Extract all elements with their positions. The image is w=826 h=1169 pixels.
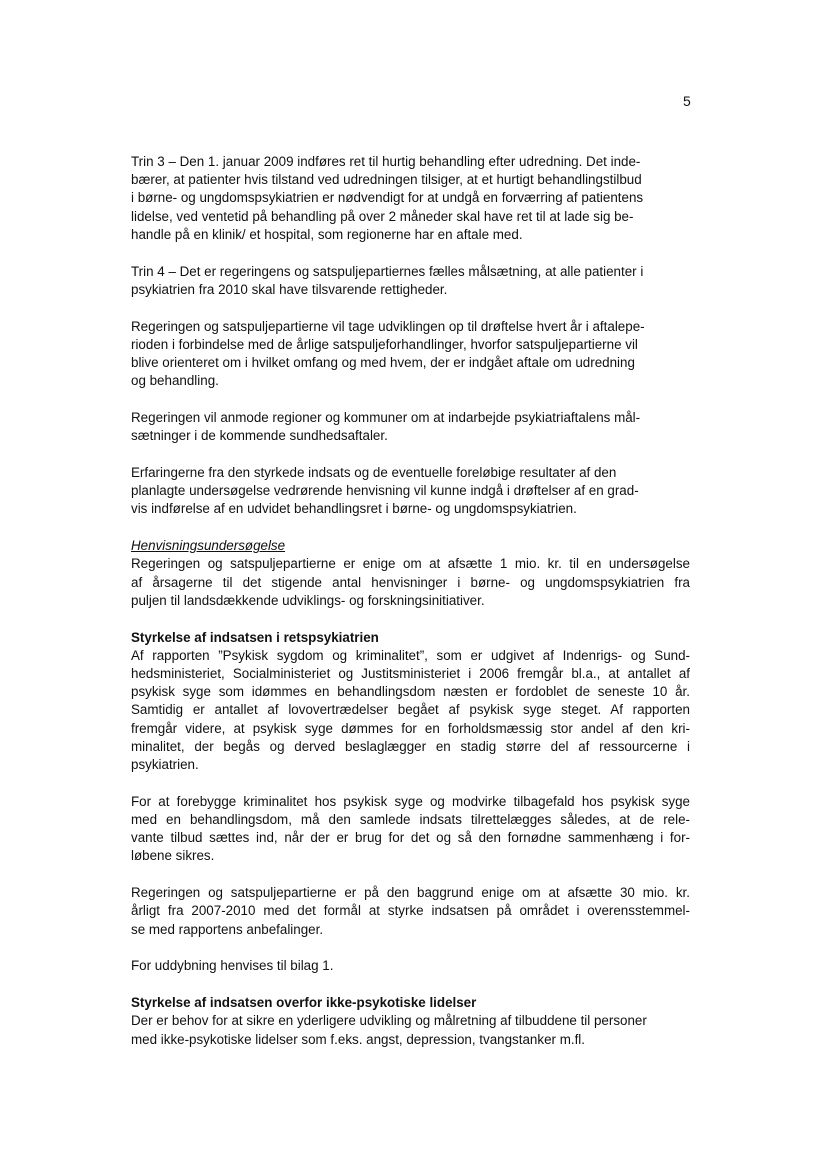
text-line: psykisk syge som idømmes en behandlingsdom næsten er fordoblet de seneste 10 år. xyxy=(131,684,690,700)
text-line: se med rapportens anbefalinger. xyxy=(131,921,324,937)
text-line: Trin 4 – Det er regeringens og satspuljepartiernes fælles målsætning, at alle patienter i xyxy=(131,263,644,279)
text-line: psykiatrien. xyxy=(131,757,199,773)
text-line: sætninger i de kommende sundhedsaftaler. xyxy=(131,428,388,444)
text-line: og behandling. xyxy=(131,373,219,389)
text-line: For uddybning henvises til bilag 1. xyxy=(131,958,334,974)
paragraph-experiences xyxy=(131,464,690,519)
text-line: Samtidig er antallet af lovovertrædelser begået af psykisk syge steget. Af rapporten xyxy=(131,702,690,718)
text-line: med ikke-psykotiske lidelser som f.eks. angst, depression, tvangstanker m.fl. xyxy=(131,1031,585,1047)
text-line: Af rapporten ”Psykisk sygdom og kriminalitet”, som er udgivet af Indenrigs- og Sund- xyxy=(131,647,690,663)
paragraph-trin-3 xyxy=(131,153,690,244)
document-body xyxy=(131,153,690,1067)
section-heading: Styrkelse af indsatsen i retspsykiatrien xyxy=(131,629,379,645)
paragraph-funding xyxy=(131,884,690,939)
paragraph-prevention xyxy=(131,793,690,866)
text-line: af årsagerne til det stigende antal henvisninger i børne- og ungdomspsykiatrien fra xyxy=(131,574,690,590)
text-line: Regeringen og satspuljepartierne vil tage udviklingen op til drøftelse hvert år i aftalepe- xyxy=(131,318,645,334)
section-heading: Styrkelse af indsatsen overfor ikke-psykotiske lidelser xyxy=(131,995,477,1011)
text-line: vante tilbud sættes ind, når der er brug for det og så den fornødne sammenhæng i for- xyxy=(131,830,690,846)
text-line: fremgår videre, at psykisk syge dømmes for en forholdsmæssig stor andel af den kri- xyxy=(131,720,690,736)
text-line: blive orienteret om i hvilket omfang og med hvem, der er indgået aftale om udredning xyxy=(131,355,635,371)
text-line: bærer, at patienter hvis tilstand ved udredningen tilsiger, at et hurtigt behandlingstilbud xyxy=(131,172,642,188)
text-line: Regeringen og satspuljepartierne er på den baggrund enige om at afsætte 30 mio. kr. xyxy=(131,885,690,901)
text-line: Der er behov for at sikre en yderligere udvikling og målretning af tilbuddene til personer xyxy=(131,1013,647,1029)
text-line: vis indførelse af en udvidet behandlingsret i børne- og ungdomspsykiatrien. xyxy=(131,501,577,517)
paragraph-appendix-reference xyxy=(131,957,690,975)
text-line: Trin 3 – Den 1. januar 2009 indføres ret til hurtig behandling efter udredning. Det inde- xyxy=(131,154,641,169)
text-line: For at forebygge kriminalitet hos psykisk syge og modvirke tilbagefald hos psykisk syge xyxy=(131,793,690,809)
paragraph-trin-4 xyxy=(131,263,690,299)
paragraph-regions xyxy=(131,409,690,445)
text-line: hedsministeriet, Socialministeriet og Justitsministeriet i 2006 fremgår bl.a., at antallet af xyxy=(131,666,690,682)
text-line: årligt fra 2007-2010 med det formål at styrke indsatsen på området i overensstemmel- xyxy=(131,903,690,919)
text-line: Regeringen og satspuljepartierne er enige om at afsætte 1 mio. kr. til en undersøgelse xyxy=(131,556,690,572)
text-line: Erfaringerne fra den styrkede indsats og de eventuelle foreløbige resultater af den xyxy=(131,465,617,481)
text-line: løbene sikres. xyxy=(131,848,215,864)
text-line: puljen til landsdækkende udviklings- og forskningsinitiativer. xyxy=(131,592,485,608)
text-line: psykiatrien fra 2010 skal have tilsvarende rettigheder. xyxy=(131,281,448,297)
text-line: med en behandlingsdom, må den samlede indsats tilrettelægges således, at de rele- xyxy=(131,812,690,828)
text-line: lidelse, ved ventetid på behandling på over 2 måneder skal have ret til at lade sig be- xyxy=(131,208,634,224)
section-heading: Henvisningsundersøgelse xyxy=(131,538,286,554)
paragraph-annual-review xyxy=(131,318,690,391)
text-line: planlagte undersøgelse vedrørende henvisning vil kunne indgå i drøftelser af en grad- xyxy=(131,483,639,499)
page-number: 5 xyxy=(683,93,691,109)
text-line: handle på en klinik/ et hospital, som regionerne har en aftale med. xyxy=(131,226,523,242)
section-retspsykiatrien xyxy=(131,629,690,775)
text-line: rioden i forbindelse med de årlige satspuljeforhandlinger, hvorfor satspuljepartierne vil xyxy=(131,336,638,352)
text-line: Regeringen vil anmode regioner og kommuner om at indarbejde psykiatriaftalens mål- xyxy=(131,410,641,426)
text-line: i børne- og ungdomspsykiatrien er nødvendigt for at undgå en forværring af patientens xyxy=(131,190,644,206)
section-henvisningsundersogelse xyxy=(131,537,690,610)
section-ikke-psykotiske xyxy=(131,994,690,1049)
text-line: minalitet, der begås og derved beslaglægger en stadig større del af ressourcerne i xyxy=(131,738,690,754)
